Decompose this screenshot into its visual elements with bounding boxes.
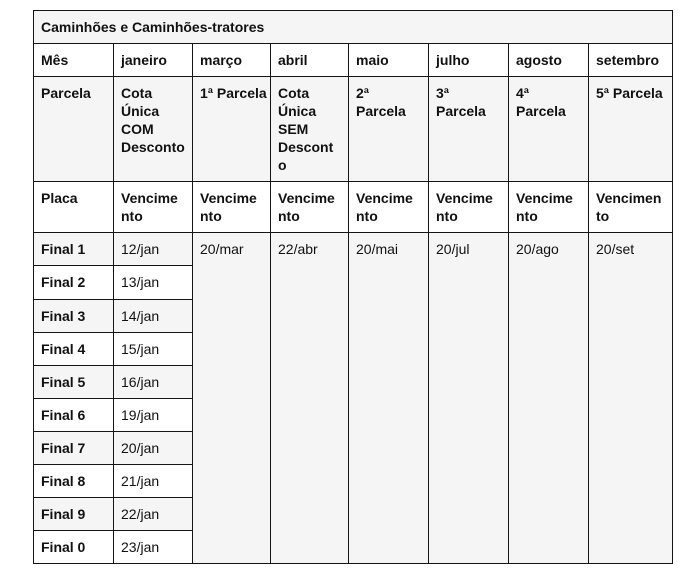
month-maio: maio bbox=[349, 44, 429, 77]
vencimento-cell: 22/jan bbox=[114, 497, 193, 530]
month-janeiro: janeiro bbox=[114, 44, 193, 77]
placa-final-cell: Final 9 bbox=[34, 497, 114, 530]
vencimento-marco-cell: 20/mar bbox=[193, 233, 271, 563]
vencimento-header-marco: Vencimento bbox=[193, 182, 271, 233]
month-setembro: setembro bbox=[589, 44, 673, 77]
table-title: Caminhões e Caminhões-tratores bbox=[34, 11, 673, 44]
parcela-row bbox=[34, 77, 673, 182]
placa-final-cell: Final 1 bbox=[34, 233, 114, 266]
vencimento-cell: 19/jan bbox=[114, 398, 193, 431]
vencimento-cell: 14/jan bbox=[114, 299, 193, 332]
payment-schedule-table bbox=[33, 10, 673, 564]
month-row-label: Mês bbox=[34, 44, 114, 77]
vencimento-abril-cell: 22/abr bbox=[271, 233, 349, 563]
placa-final-cell: Final 2 bbox=[34, 266, 114, 299]
parcela-3: 3ª Parcela bbox=[429, 77, 509, 182]
placa-final-cell: Final 3 bbox=[34, 299, 114, 332]
vencimento-header-janeiro: Vencimento bbox=[114, 182, 193, 233]
month-marco: março bbox=[193, 44, 271, 77]
placa-final-cell: Final 8 bbox=[34, 464, 114, 497]
vencimento-cell: 13/jan bbox=[114, 266, 193, 299]
placa-final-cell: Final 4 bbox=[34, 332, 114, 365]
vencimento-cell: 16/jan bbox=[114, 365, 193, 398]
placa-row-label: Placa bbox=[34, 182, 114, 233]
parcela-4: 4ª Parcela bbox=[509, 77, 589, 182]
month-agosto: agosto bbox=[509, 44, 589, 77]
parcela-cota-unica-com-desconto: Cota Única COM Desconto bbox=[114, 77, 193, 182]
parcela-2: 2ª Parcela bbox=[349, 77, 429, 182]
placa-final-cell: Final 7 bbox=[34, 431, 114, 464]
vencimento-header-maio: Vencimento bbox=[349, 182, 429, 233]
placa-header-row bbox=[34, 182, 673, 233]
vencimento-cell: 20/jan bbox=[114, 431, 193, 464]
vencimento-header-julho: Vencimento bbox=[429, 182, 509, 233]
placa-final-cell: Final 5 bbox=[34, 365, 114, 398]
table-row-final-1 bbox=[34, 233, 673, 266]
vencimento-header-abril: Vencimento bbox=[271, 182, 349, 233]
month-header-row bbox=[34, 44, 673, 77]
vencimento-cell: 12/jan bbox=[114, 233, 193, 266]
parcela-cota-unica-sem-desconto: Cota Única SEM Desconto bbox=[271, 77, 349, 182]
parcela-1: 1ª Parcela bbox=[193, 77, 271, 182]
parcela-5: 5ª Parcela bbox=[589, 77, 673, 182]
parcela-row-label: Parcela bbox=[34, 77, 114, 182]
vencimento-cell: 15/jan bbox=[114, 332, 193, 365]
vencimento-cell: 23/jan bbox=[114, 530, 193, 563]
vencimento-setembro-cell: 20/set bbox=[589, 233, 673, 563]
placa-final-cell: Final 0 bbox=[34, 530, 114, 563]
vencimento-agosto-cell: 20/ago bbox=[509, 233, 589, 563]
month-julho: julho bbox=[429, 44, 509, 77]
placa-final-cell: Final 6 bbox=[34, 398, 114, 431]
vencimento-julho-cell: 20/jul bbox=[429, 233, 509, 563]
table-title-row bbox=[34, 11, 673, 44]
month-abril: abril bbox=[271, 44, 349, 77]
vencimento-header-agosto: Vencimento bbox=[509, 182, 589, 233]
vencimento-cell: 21/jan bbox=[114, 464, 193, 497]
vencimento-maio-cell: 20/mai bbox=[349, 233, 429, 563]
vencimento-header-setembro: Vencimento bbox=[589, 182, 673, 233]
